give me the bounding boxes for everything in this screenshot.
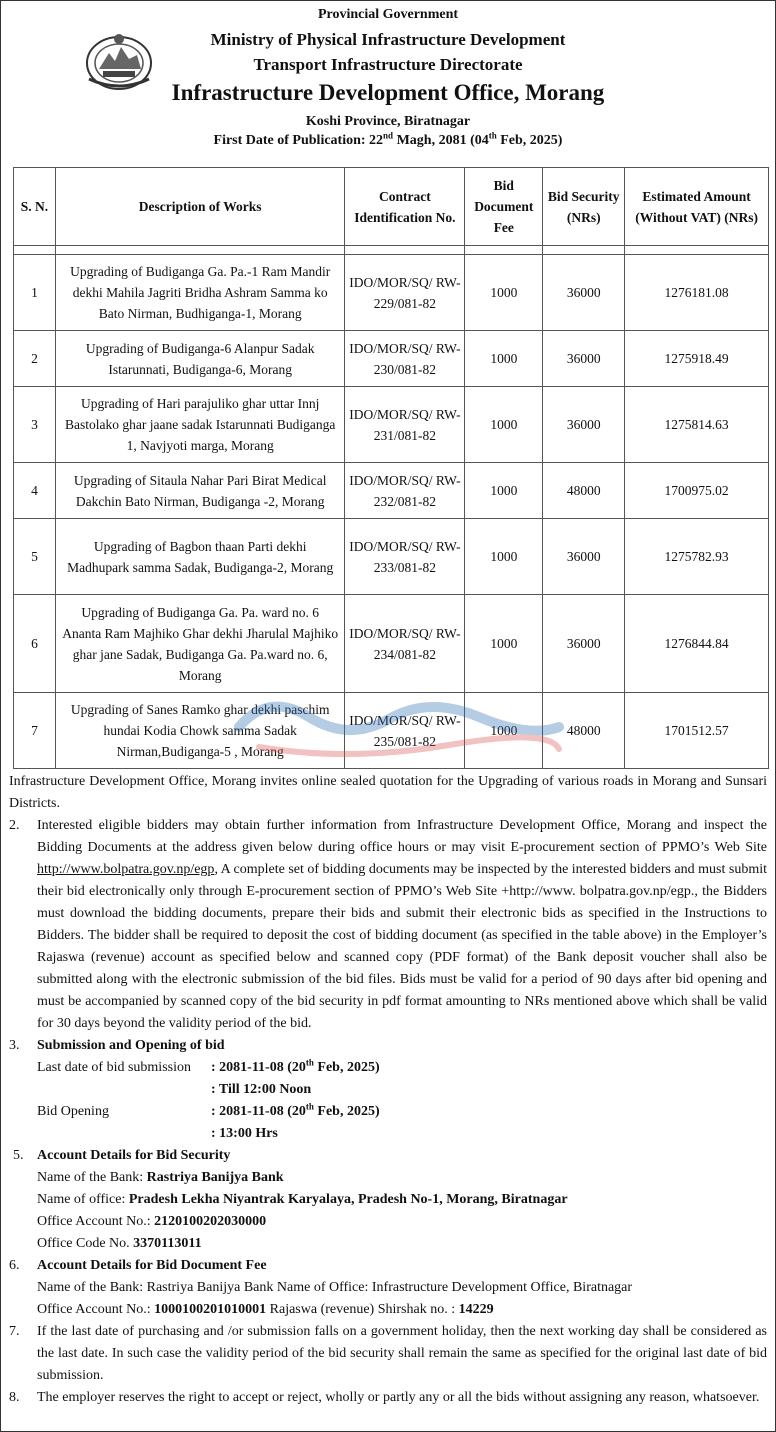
cell-contract-id: IDO/MOR/SQ/ RW-230/081-82 <box>345 331 465 387</box>
cell-estimated-amount: 1276844.84 <box>625 595 769 693</box>
table-row <box>14 255 769 331</box>
publication-date: First Date of Publication: 22nd Magh, 2081 (04th Feb, 2025) <box>213 130 563 148</box>
cell-bid-fee: 1000 <box>465 255 543 331</box>
fee-bank-line: Name of the Bank: Rastriya Banijya Bank Name of Office: Infrastructure Development Office, Biratnagar <box>37 1280 633 1295</box>
header-estimated-amount: Estimated Amount (Without VAT) (NRs) <box>625 168 769 246</box>
security-office-name: Pradesh Lekha Niyantrak Karyalaya, Pradesh No-1, Morang, Biratnagar <box>128 1192 568 1207</box>
cell-description: Upgrading of Sanes Ramko ghar dekhi paschim hundai Kodia Chowk samma Sadak Nirman,Budiganga-5 , Morang <box>55 693 345 769</box>
note-title: Account Details for Bid Document Fee <box>37 1258 267 1273</box>
header-bid-security: Bid Security (NRs) <box>543 168 625 246</box>
cell-bid-security: 36000 <box>543 331 625 387</box>
note-number: 2. <box>9 818 20 833</box>
cell-estimated-amount: 1275814.63 <box>625 387 769 463</box>
note-title: Submission and Opening of bid <box>37 1038 225 1053</box>
table-row <box>14 693 769 769</box>
bid-opening-time: : 13:00 Hrs <box>211 1126 278 1141</box>
note-number: 8. <box>9 1390 20 1405</box>
note-7: 7. If the last date of purchasing and /or submission falls on a government holiday, then the next working day shall be considered as the last date. In such case the validity period of the bid security shall remain the same as specified for the original last date of bid submission. <box>9 1321 767 1387</box>
revenue-shirshak-no: 14229 <box>458 1302 494 1317</box>
table-row <box>14 595 769 693</box>
security-office-code: 3370113011 <box>133 1236 202 1251</box>
cell-contract-id: IDO/MOR/SQ/ RW-229/081-82 <box>345 255 465 331</box>
cell-bid-security: 36000 <box>543 387 625 463</box>
cell-description: Upgrading of Bagbon thaan Parti dekhi Madhupark samma Sadak, Budiganga-2, Morang <box>55 519 345 595</box>
cell-description: Upgrading of Budiganga Ga. Pa.-1 Ram Mandir dekhi Mahila Jagriti Bridha Ashram Samma ko Bato Nirman, Budhiganga-1, Morang <box>55 255 345 331</box>
notice-body <box>9 771 767 1409</box>
cell-sn: 5 <box>14 519 56 595</box>
egp-link[interactable]: http://www.bolpatra.gov.np/egp <box>37 862 215 877</box>
cell-estimated-amount: 1700975.02 <box>625 463 769 519</box>
last-date-time: : Till 12:00 Noon <box>211 1082 312 1097</box>
table-row <box>14 519 769 595</box>
cell-contract-id: IDO/MOR/SQ/ RW-234/081-82 <box>345 595 465 693</box>
cell-contract-id: IDO/MOR/SQ/ RW-233/081-82 <box>345 519 465 595</box>
ministry-line: Ministry of Physical Infrastructure Development <box>210 30 566 49</box>
cell-sn: 1 <box>14 255 56 331</box>
header-sn: S. N. <box>14 168 56 246</box>
security-bank-name: Rastriya Banijya Bank <box>146 1170 284 1185</box>
cell-bid-fee: 1000 <box>465 693 543 769</box>
cell-description: Upgrading of Hari parajuliko ghar uttar Innj Bastolako ghar jaane sadak Istarunnati Budiganga 1, Navjyoti marga, Morang <box>55 387 345 463</box>
cell-description: Upgrading of Budiganga Ga. Pa. ward no. 6 Ananta Ram Majhiko Ghar dekhi Jharulal Majhiko ghar jane Sadak, Budiganga Ga. Pa.ward no. 6, Morang <box>55 595 345 693</box>
note-number: 6. <box>9 1258 20 1273</box>
header-bid-fee: Bid Document Fee <box>465 168 543 246</box>
cell-bid-security: 48000 <box>543 463 625 519</box>
cell-contract-id: IDO/MOR/SQ/ RW-235/081-82 <box>345 693 465 769</box>
last-date-value: : 2081-11-08 (20th Feb, 2025) <box>211 1057 380 1075</box>
table-row <box>14 463 769 519</box>
office-title: Infrastructure Development Office, Morang <box>171 80 605 105</box>
cell-bid-fee: 1000 <box>465 463 543 519</box>
cell-sn: 2 <box>14 331 56 387</box>
province-line: Koshi Province, Biratnagar <box>305 114 471 129</box>
cell-estimated-amount: 1275782.93 <box>625 519 769 595</box>
note-6: 6. Account Details for Bid Document Fee Name of the Bank: Rastriya Banijya Bank Name of Office: Infrastructure Development Office, Biratnagar Office Account No.: 1000100201010001 Rajaswa (revenue) Shirshak no. : 14229 <box>9 1255 767 1321</box>
cell-sn: 7 <box>14 693 56 769</box>
directorate-line: Transport Infrastructure Directorate <box>253 55 523 74</box>
cell-bid-fee: 1000 <box>465 331 543 387</box>
note-number: 3. <box>9 1038 20 1053</box>
cell-bid-fee: 1000 <box>465 595 543 693</box>
last-date-label: Last date of bid submission <box>37 1060 191 1075</box>
table-row <box>14 331 769 387</box>
security-account-no: 2120100202030000 <box>154 1214 267 1229</box>
cell-estimated-amount: 1275918.49 <box>625 331 769 387</box>
cell-estimated-amount: 1701512.57 <box>625 693 769 769</box>
note-2: 2. Interested eligible bidders may obtain further information from Infrastructure Development Office, Morang and inspect the Bidding Documents at the address given below during office hours or may visit E-procurement section of PPMO’s Web Site http://www.bolpatra.gov.np/egp, A complete set of bidding documents may be inspected by the interested bidders and must submit their bid electronically only through E-procurement section of PPMO’s Web Site +http://www. bolpatra.gov.np/egp., the Bidders must download the bidding documents, prepare their bids and submit their electronic bids as specified in the Instructions to Bidders. The bidder shall be required to deposit the cost of bidding document (as specified in the table above) in the Employer’s Rajaswa (revenue) account as specified below and scanned copy (PDF format) of the Bank deposit voucher shall also be submitted along with the electronic submission of the bid files. Bids must be valid for a period of 90 days after bid opening and must be accompanied by scanned copy of the bid security in pdf format amounting to NRs mentioned above which shall be valid for 30 days beyond the validity period of the bid. <box>9 815 767 1035</box>
table-header-row <box>14 168 769 246</box>
cell-contract-id: IDO/MOR/SQ/ RW-232/081-82 <box>345 463 465 519</box>
cell-sn: 3 <box>14 387 56 463</box>
cell-sn: 4 <box>14 463 56 519</box>
works-table <box>13 167 769 769</box>
cell-bid-fee: 1000 <box>465 387 543 463</box>
fee-account-no: 1000100201010001 <box>154 1302 267 1317</box>
provincial-government-line: Provincial Government <box>317 7 459 22</box>
bid-opening-value: : 2081-11-08 (20th Feb, 2025) <box>211 1101 380 1119</box>
cell-bid-fee: 1000 <box>465 519 543 595</box>
bid-opening-label: Bid Opening <box>37 1104 109 1119</box>
cell-bid-security: 48000 <box>543 693 625 769</box>
header-description: Description of Works <box>55 168 345 246</box>
note-number: 5. <box>13 1148 24 1163</box>
cell-bid-security: 36000 <box>543 255 625 331</box>
cell-sn: 6 <box>14 595 56 693</box>
nepal-emblem-icon <box>83 29 155 93</box>
intro-paragraph: Infrastructure Development Office, Morang invites online sealed quotation for the Upgrading of various roads in Morang and Sunsari Districts. <box>9 774 767 811</box>
cell-bid-security: 36000 <box>543 519 625 595</box>
cell-bid-security: 36000 <box>543 595 625 693</box>
note-number: 7. <box>9 1324 20 1339</box>
cell-description: Upgrading of Budiganga-6 Alanpur Sadak Istarunnati, Budiganga-6, Morang <box>55 331 345 387</box>
notice-header <box>9 1 767 167</box>
note-8: 8. The employer reserves the right to accept or reject, wholly or partly any or all the bids without assigning any reason, whatsoever. <box>9 1387 767 1409</box>
cell-description: Upgrading of Sitaula Nahar Pari Birat Medical Dakchin Bato Nirman, Budiganga -2, Morang <box>55 463 345 519</box>
note-5: 5. Account Details for Bid Security Name of the Bank: Rastriya Banijya Bank Name of office: Pradesh Lekha Niyantrak Karyalaya, Pradesh No-1, Morang, Biratnagar Office Account No.: 2120100202030000 Office Code No. 3370113011 <box>9 1145 767 1255</box>
cell-contract-id: IDO/MOR/SQ/ RW-231/081-82 <box>345 387 465 463</box>
note-title: Account Details for Bid Security <box>37 1148 231 1163</box>
cell-estimated-amount: 1276181.08 <box>625 255 769 331</box>
header-contract-id: Contract Identification No. <box>345 168 465 246</box>
note-3 <box>9 1035 767 1145</box>
table-row <box>14 387 769 463</box>
table-spacer <box>14 246 769 255</box>
